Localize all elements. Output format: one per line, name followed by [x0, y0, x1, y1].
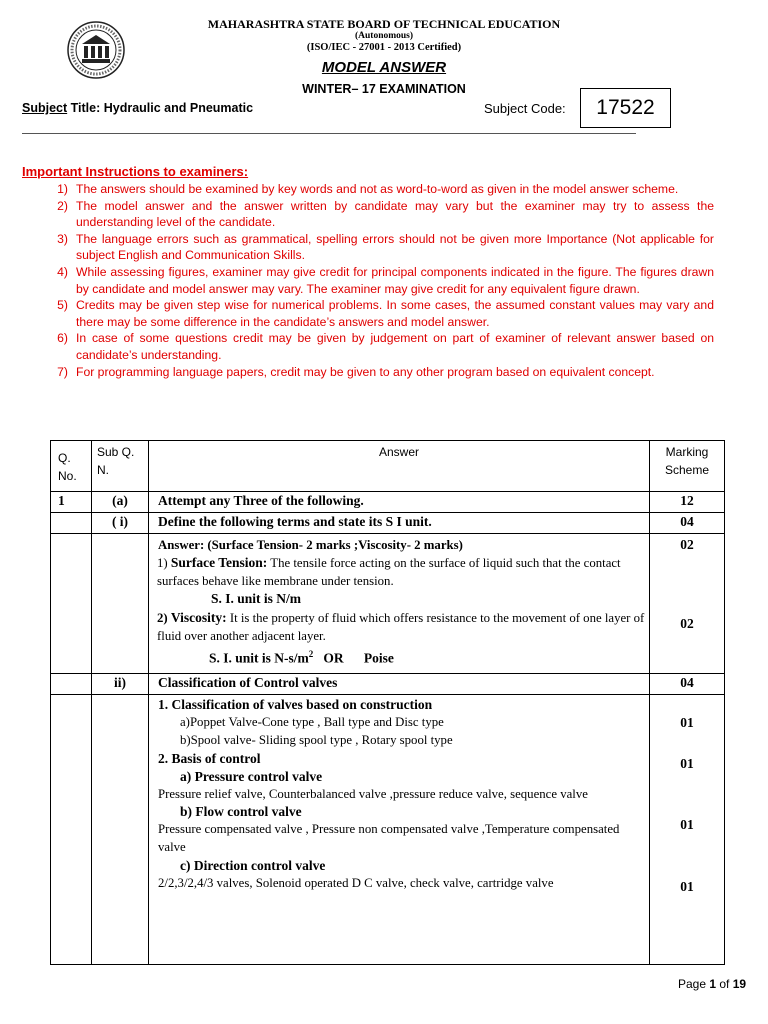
subject-prefix: Subject	[22, 101, 68, 115]
item-number: 2)	[157, 611, 168, 625]
marks-cell	[650, 534, 725, 674]
sub-question: ( i)	[92, 513, 149, 534]
of-label: of	[716, 977, 733, 991]
total-pages: 19	[732, 977, 747, 991]
instruction-text: The model answer and the answer written by candidate may vary but the examiner may try to assess the understanding level of the candidate.	[76, 198, 714, 230]
instruction-text: The language errors such as grammatical, spelling errors should not be given more Importance (Not applicable for subject English and Communication Skills.	[76, 231, 714, 263]
marks: 02	[680, 537, 694, 552]
marks: 01	[680, 879, 694, 894]
answer-cell	[149, 695, 650, 965]
sub-question: (a)	[92, 492, 149, 513]
flow-control-text: Pressure compensated valve , Pressure non compensated valve ,Temperature compensated valve	[158, 822, 620, 855]
empty-cell	[51, 695, 92, 965]
table-row	[51, 492, 725, 513]
or-label: OR	[323, 650, 344, 666]
instructions-list	[22, 181, 714, 380]
instruction-text: The answers should be examined by key words and not as word-to-word as given in the model answer scheme.	[76, 182, 679, 196]
current-page: 1	[709, 977, 717, 991]
instruction-item	[22, 198, 714, 231]
instruction-number: 1)	[57, 182, 68, 196]
unit-alt: Poise	[363, 650, 394, 666]
construction-heading: 1. Classification of valves based on construction	[158, 697, 433, 712]
board-name: MAHARASHTRA STATE BOARD OF TECHNICAL EDUCATION	[207, 17, 561, 31]
item-number: 1)	[157, 556, 168, 570]
autonomous-label: (Autonomous)	[354, 31, 414, 41]
answer-text: Attempt any Three of the following.	[149, 492, 650, 513]
direction-control-heading: c) Direction control valve	[180, 858, 326, 874]
instruction-number: 7)	[57, 364, 68, 379]
marks: 01	[680, 817, 694, 832]
instruction-number: 2)	[57, 198, 68, 213]
instruction-item	[22, 181, 714, 198]
marks: 04	[650, 674, 725, 695]
model-answer-table	[50, 440, 725, 965]
header-divider	[22, 133, 636, 134]
page-label: Page	[678, 977, 710, 991]
instruction-item	[22, 264, 714, 297]
pressure-control-text: Pressure relief valve, Counterbalanced valve ,pressure reduce valve, sequence valve	[158, 786, 588, 801]
subject-code-label: Subject Code:	[484, 101, 566, 116]
poppet-valve-line: a)Poppet Valve-Cone type , Ball type and Disc type	[180, 714, 444, 729]
direction-control-text: 2/2,3/2,4/3 valves, Solenoid operated D C valve, check valve, cartridge valve	[158, 876, 554, 891]
viscosity-unit	[157, 645, 645, 668]
instruction-item	[22, 297, 714, 330]
certification-label: (ISO/IEC - 27001 - 2013 Certified)	[306, 42, 462, 53]
exam-name: WINTER– 17 EXAMINATION	[302, 82, 466, 96]
answer-cell	[149, 534, 650, 674]
table-row	[51, 513, 725, 534]
unit-superscript: 2	[308, 649, 314, 659]
q-number: 1	[51, 492, 92, 513]
control-basis-heading: 2. Basis of control	[158, 750, 261, 766]
table-row	[51, 674, 725, 695]
marks: 04	[650, 513, 725, 534]
marks: 01	[680, 715, 694, 730]
marks: 12	[650, 492, 725, 513]
empty-cell	[51, 674, 92, 695]
document-title: MODEL ANSWER	[321, 59, 447, 76]
header-sub-qn: Sub Q. N.	[92, 441, 149, 492]
empty-cell	[92, 695, 149, 965]
header-answer: Answer	[149, 441, 650, 492]
answer-text: Classification of Control valves	[149, 674, 650, 695]
table-row	[51, 695, 725, 965]
pressure-control-heading: a) Pressure control valve	[180, 768, 323, 784]
table-header-row	[51, 441, 725, 492]
instruction-item	[22, 364, 714, 381]
marks: 01	[680, 756, 694, 771]
instruction-text: In case of some questions credit may be given by judgement on part of examiner of relevant answer based on candidate’s understanding.	[76, 331, 714, 362]
page-number	[678, 977, 746, 991]
subject-code-box: 17522	[580, 88, 671, 128]
subject-title	[22, 101, 253, 115]
instruction-number: 6)	[57, 331, 68, 346]
empty-cell	[51, 534, 92, 674]
instruction-text: Credits may be given step wise for numerical problems. In some cases, the assumed constant values may vary and there may be some difference in the candidate’s answers and model answer.	[76, 298, 714, 329]
term: Surface Tension:	[170, 555, 268, 570]
instruction-number: 3)	[57, 231, 68, 246]
sub-question: ii)	[92, 674, 149, 695]
surface-tension-unit: S. I. unit is N/m	[211, 591, 302, 606]
instruction-item	[22, 330, 714, 363]
answer-heading: Answer: (Surface Tension- 2 marks ;Viscosity- 2 marks)	[158, 538, 463, 552]
viscosity-definition	[157, 609, 645, 645]
marks: 02	[680, 616, 694, 631]
header-q-no: Q. No.	[51, 441, 92, 492]
instruction-text: While assessing figures, examiner may give credit for principal components indicated in the figure. The figures drawn by candidate and model answer may vary. The examiner may give credit for any equivalent figure drawn.	[76, 264, 714, 296]
header-marking-scheme: Marking Scheme	[650, 441, 725, 492]
term: Viscosity:	[170, 610, 227, 625]
instruction-text: For programming language papers, credit may be given to any other program based on equivalent concept.	[76, 364, 655, 379]
surface-tension-definition	[157, 554, 645, 590]
answer-text: Define the following terms and state its S I unit.	[149, 513, 650, 534]
subject-title-text: Title: Hydraulic and Pneumatic	[67, 101, 254, 115]
definition: It is the property of fluid which offers resistance to the movement of one layer of fluid over another adjacent layer.	[157, 611, 645, 643]
table-row	[51, 534, 725, 674]
instruction-item	[22, 231, 714, 264]
marks-cell	[650, 695, 725, 965]
flow-control-heading: b) Flow control valve	[180, 804, 302, 820]
instructions-title: Important Instructions to examiners:	[22, 164, 249, 179]
spool-valve-line: b)Spool valve- Sliding spool type , Rotary spool type	[180, 732, 453, 747]
unit-text: S. I. unit is N-s/m	[209, 650, 309, 666]
empty-cell	[51, 513, 92, 534]
instruction-number: 5)	[57, 298, 68, 313]
empty-cell	[92, 534, 149, 674]
instruction-number: 4)	[57, 264, 68, 279]
definition: The tensile force acting on the surface of liquid such that the contact surfaces behave like membrane under tension.	[157, 556, 621, 588]
